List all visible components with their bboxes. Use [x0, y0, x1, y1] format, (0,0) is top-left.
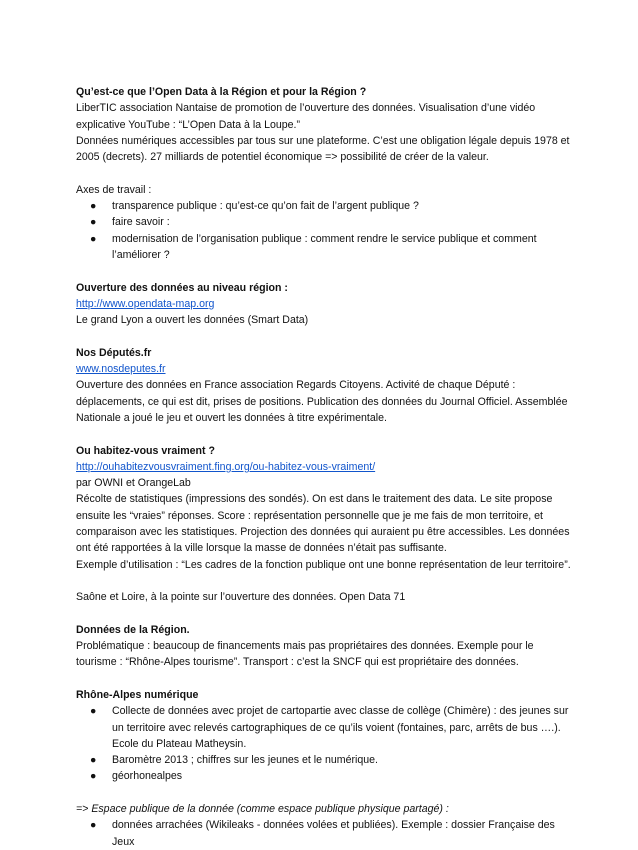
heading-ouverture: Ouverture des données au niveau région : — [76, 281, 288, 294]
list-item: ● Collecte de données avec projet de cartopartie avec classe de collège (Chimère) : des jeunes sur un territoire avec relevés cartographiques de ce qu’ils voient (fontaines, parc, arrêts de bus ….). Ecole du Plateau Matheysin. — [90, 705, 569, 750]
paragraph-deputes: Ouverture des données en France association Regards Citoyens. Activité de chaque Député : déplacements, ce qui est dit, prises de positions. Publication des données du Journal Officiel. Assemblée Nationale a joué le jeu et ouvert les données à titre expérimentale. — [76, 379, 568, 424]
spacer — [76, 328, 576, 344]
heading-open-data-region: Qu’est-ce que l’Open Data à la Région et pour la Région ? — [76, 86, 367, 98]
link-opendata-map[interactable]: http://www.opendata-map.org — [76, 297, 215, 310]
spacer — [76, 426, 576, 442]
bullet-icon: ● — [90, 705, 97, 718]
spacer — [76, 606, 576, 622]
paragraph-exemple: Exemple d’utilisation : “Les cadres de la fonction publique ont une bonne représentation de leur territoire”. — [76, 558, 571, 571]
bullet-icon: ● — [90, 754, 97, 767]
heading-nos-deputes: Nos Députés.fr — [76, 346, 152, 359]
spacer — [76, 671, 576, 687]
espace-list — [76, 817, 576, 850]
paragraph-recolte: Récolte de statistiques (impressions des sondés). On est dans le traitement des data. Le site propose ensuite les “vraies” réponses. Score : représentation personnelle que je me fais de mon territoire, et comparaison avec les statistiques. Projection des données qui auraient pu être accessibles. Les données ont été rapportées à la ville lorsque la masse de données n’était pas suffisante. — [76, 493, 570, 555]
list-item: ● Baromètre 2013 ; chiffres sur les jeunes et le numérique. — [76, 752, 576, 768]
paragraph-donnees-numeriques: Données numériques accessibles par tous sur une plateforme. C’est une obligation légale depuis 1978 et 2005 (decrets). 27 milliards de potentiel économique => possibilité de créer de la valeur. — [76, 134, 570, 164]
paragraph-problematique: Problématique : beaucoup de financements mais pas propriétaires des données. Exemple pour le tourisme : “Rhône-Alpes tourisme”. Transport : c’est la SNCF qui est propriétaire des données. — [76, 640, 534, 669]
bullet-icon: ● — [90, 770, 97, 783]
bullet-icon: ● — [90, 216, 97, 229]
heading-rhone-alpes: Rhône-Alpes numérique — [76, 688, 199, 701]
list-item: ● géorhonealpes — [76, 768, 576, 784]
paragraph-libertic: LiberTIC association Nantaise de promotion de l’ouverture des données. Visualisation d’une vidéo explicative YouTube : “L’Open Data à la Loupe.” — [76, 102, 536, 131]
document-page — [76, 84, 576, 850]
list-item: ● données arrachées (Wikileaks - données volées et publiées). Exemple : dossier Française des Jeux — [90, 819, 555, 848]
link-ouhabitez[interactable]: http://ouhabitezvousvraiment.fing.org/ou-habitez-vous-vraiment/ — [76, 460, 376, 473]
paragraph-saone: Saône et Loire, à la pointe sur l’ouverture des données. Open Data 71 — [76, 591, 406, 604]
bullet-icon: ● — [90, 200, 97, 213]
bullet-icon: ● — [90, 819, 97, 832]
paragraph-owni: par OWNI et OrangeLab — [76, 477, 191, 490]
link-nosdeputes[interactable]: www.nosdeputes.fr — [76, 363, 166, 376]
heading-donnees-region: Données de la Région. — [76, 623, 190, 636]
list-item: ● modernisation de l’organisation publique : comment rendre le service publique et comment l’améliorer ? — [90, 232, 537, 261]
spacer — [76, 165, 576, 181]
heading-ou-habitez: Ou habitez-vous vraiment ? — [76, 444, 215, 457]
bullet-icon: ● — [90, 232, 97, 245]
heading-espace-publique: => Espace publique de la donnée (comme espace publique physique partagé) : — [76, 803, 449, 816]
axes-label: Axes de travail : — [76, 183, 152, 196]
spacer — [76, 573, 576, 589]
paragraph-grand-lyon: Le grand Lyon a ouvert les données (Smart Data) — [76, 314, 309, 327]
list-item: ● transparence publique : qu’est-ce qu’on fait de l’argent publique ? — [76, 198, 576, 214]
list-item: ● faire savoir : — [76, 214, 576, 230]
spacer — [76, 263, 576, 279]
spacer — [76, 785, 576, 801]
axes-list — [76, 198, 576, 263]
rhone-list — [76, 703, 576, 784]
